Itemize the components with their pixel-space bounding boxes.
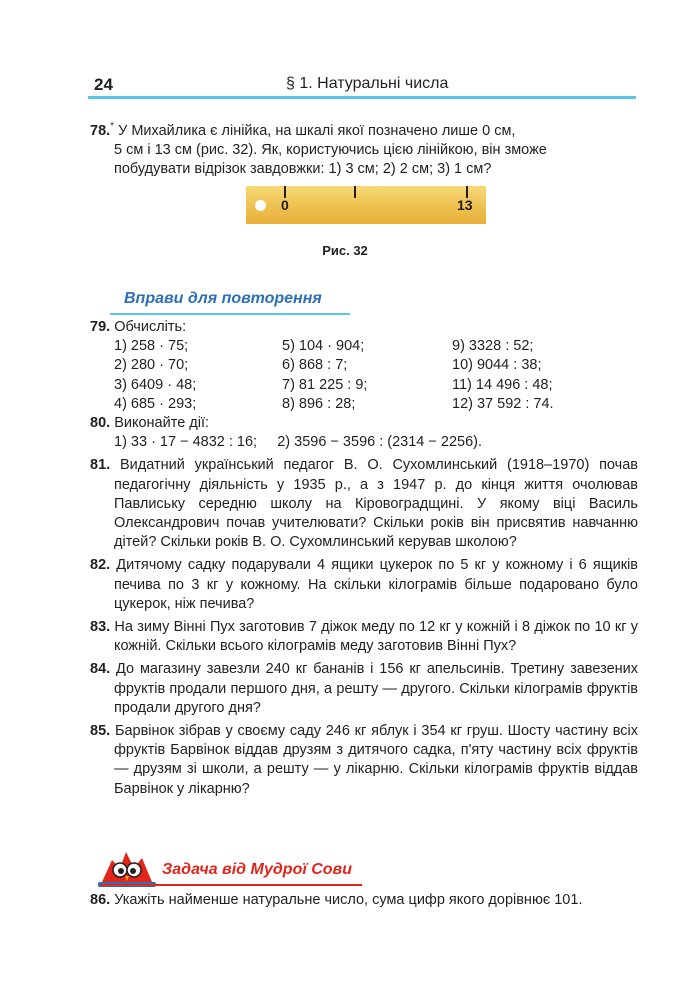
list-item: 2) 280 · 70; bbox=[114, 357, 189, 374]
problem-80-items: 1) 33 · 17 − 4832 : 16; 2) 3596 − 3596 : (2314 − 2256). bbox=[114, 434, 483, 451]
problem-text-line: 5 см і 13 см (рис. 32). Як, користуючись цією лінійкою, він зможе bbox=[114, 142, 547, 159]
problem-85 bbox=[90, 722, 638, 799]
problem-78 bbox=[90, 117, 638, 179]
list-item: 9) 3328 : 52; bbox=[452, 338, 534, 355]
problem-text: Видатний український педагог В. О. Сухомлинський (1918–1970) почав педагогічну діяльність у 1935 р., а з 1947 р. до кінця життя очолював Павлиську середню школу на Кіровоградщині. У якому віці Василь Олександрович почав учителювати? Скільки років він присвятив навчанню дітей? Скільки років В. О. Сухомлинський керував школою? bbox=[114, 457, 639, 551]
list-item: 10) 9044 : 38; bbox=[452, 357, 542, 374]
section-header: § 1. Натуральні числа bbox=[286, 75, 449, 92]
owl-icon bbox=[96, 842, 158, 890]
problem-number: 81. bbox=[90, 457, 111, 474]
list-item: 7) 81 225 : 9; bbox=[282, 376, 368, 393]
problem-number: 84. bbox=[90, 661, 111, 678]
ruler-hole bbox=[255, 200, 266, 211]
ruler-label-0: 0 bbox=[281, 197, 289, 213]
problem-text: Дитячому садку подарували 4 ящики цукерок по 5 кг у кожному і 6 ящиків печива по 3 кг у кожному. На скільки кілограмів більше подаровано було цукерок, ніж печива? bbox=[114, 557, 638, 612]
header-divider bbox=[88, 96, 636, 99]
problem-82 bbox=[90, 556, 638, 614]
problem-81 bbox=[90, 456, 638, 552]
list-item: 8) 896 : 28; bbox=[282, 395, 356, 412]
exercise-list bbox=[90, 318, 638, 799]
owl-section-divider bbox=[100, 884, 362, 886]
problem-text-line: побудувати відрізок завдовжки: 1) 3 см; 2) 2 см; 3) 1 см? bbox=[114, 161, 492, 178]
problem-number: 82. bbox=[90, 557, 111, 574]
problem-number: 80. bbox=[90, 415, 111, 432]
problem-text: Укажіть найменше натуральне число, сума цифр якого дорівнює 101. bbox=[114, 892, 583, 908]
problem-number: 85. bbox=[90, 723, 111, 740]
ruler-figure bbox=[246, 186, 486, 224]
list-item: 5) 104 · 904; bbox=[282, 338, 365, 355]
problem-number: 83. bbox=[90, 619, 111, 636]
owl-section-title: Задача від Мудрої Сови bbox=[162, 861, 352, 878]
problem-84 bbox=[90, 660, 638, 718]
star-marker: * bbox=[110, 121, 115, 132]
section-divider bbox=[110, 313, 350, 315]
problem-text: Барвінок зібрав у своєму саду 246 кг яблук і 354 кг груш. Шосту частину всіх фруктів Барвінок віддав друзям з дитячого садка, п'яту частину всіх фруктів — друзям зі школи, а решту — у лікарню. Скільки кілограмів фруктів віддав Барвінок у лікарню? bbox=[114, 723, 638, 797]
section-title: Вправи для повторення bbox=[124, 290, 322, 307]
problem-number: 79. bbox=[90, 319, 111, 335]
problem-number: 86. bbox=[90, 892, 111, 908]
list-item: 12) 37 592 : 74. bbox=[452, 395, 554, 412]
problem-79-items bbox=[90, 337, 638, 414]
list-item: 4) 685 · 293; bbox=[114, 395, 197, 412]
problem-title: Виконайте дії: bbox=[114, 415, 210, 432]
ruler-tick-5 bbox=[354, 186, 356, 198]
list-item: 6) 868 : 7; bbox=[282, 357, 348, 374]
list-item: 11) 14 496 : 48; bbox=[452, 376, 553, 393]
ruler-label-13: 13 bbox=[457, 197, 473, 213]
problem-text-line: У Михайлика є лінійка, на шкалі якої позначено лише 0 см, bbox=[114, 122, 516, 139]
problem-text: До магазину завезли 240 кг бананів і 156 кг апельсинів. Третину завезених фруктів продали першого дня, а решту — другого. Скільки кілограмів фруктів продали другого дня? bbox=[114, 661, 638, 716]
problem-83 bbox=[90, 618, 638, 656]
figure-caption: Рис. 32 bbox=[322, 243, 368, 258]
problem-text: На зиму Вінні Пух заготовив 7 діжок меду по 12 кг у кожній і 8 діжок по 10 кг у кожній. Скільки всього кілограмів меду заготовив Вінні Пух? bbox=[114, 619, 638, 655]
list-item: 3) 6409 · 48; bbox=[114, 376, 197, 393]
page-number: 24 bbox=[94, 75, 113, 94]
list-item: 1) 258 · 75; bbox=[114, 338, 189, 355]
problem-number: 78. bbox=[90, 122, 111, 139]
problem-title: Обчисліть: bbox=[114, 319, 187, 335]
problem-86 bbox=[90, 891, 638, 910]
